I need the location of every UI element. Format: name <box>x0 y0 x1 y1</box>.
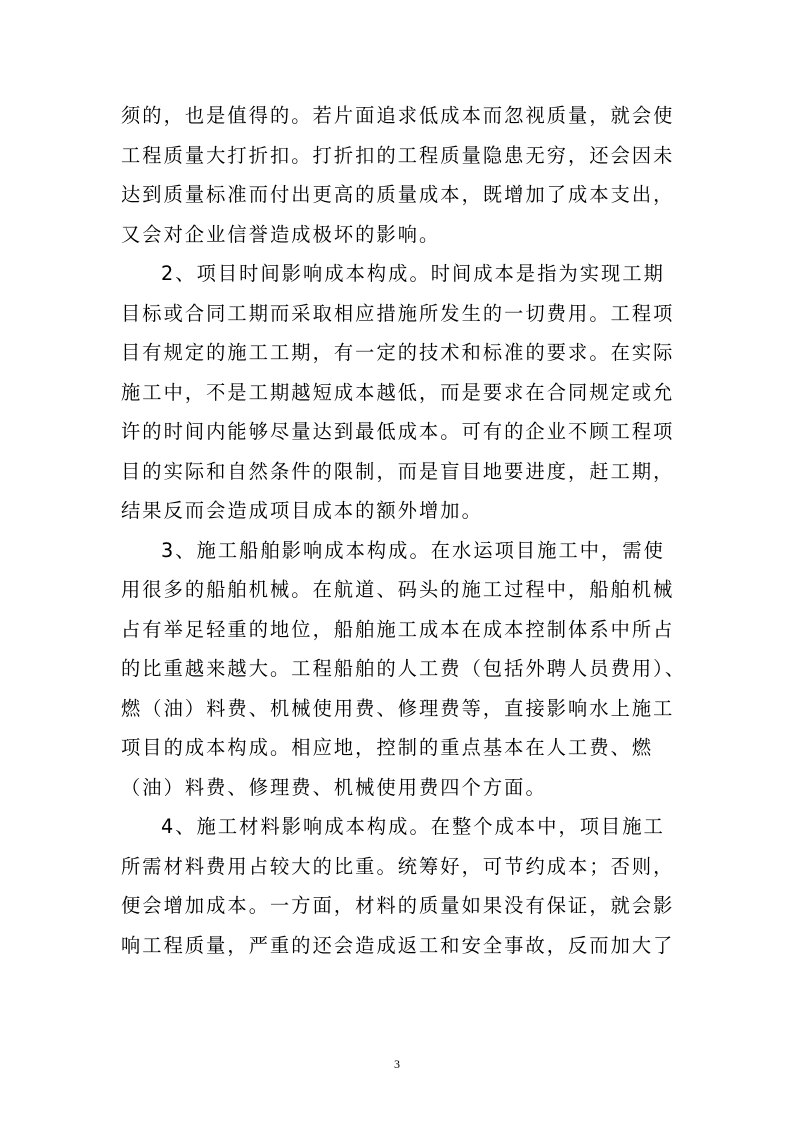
text-line: 占有举足轻重的地位，船舶施工成本在成本控制体系中所占 <box>121 617 675 641</box>
text-line: 项目的成本构成。相应地，控制的重点基本在人工费、燃 <box>121 736 654 759</box>
page-number: 3 <box>394 1057 400 1071</box>
text-line: 又会对企业信誉造成极坏的影响。 <box>121 222 441 246</box>
text-line: 用很多的船舶机械。在航道、码头的施工过程中，船舶机械 <box>121 578 675 601</box>
text-line: （油）料费、修理费、机械使用费四个方面。 <box>121 775 547 799</box>
text-line: 工程质量大打折扣。打折扣的工程质量隐患无穷，还会因未 <box>121 143 675 167</box>
text-line: 结果反而会造成项目成本的额外增加。 <box>121 499 483 522</box>
text-line: 便会增加成本。一方面，材料的质量如果没有保证，就会影 <box>121 894 675 917</box>
text-line: 须的，也是值得的。若片面追求低成本而忽视质量，就会使 <box>121 104 675 127</box>
text-line: 目有规定的施工工期，有一定的技术和标准的要求。在实际 <box>121 341 675 364</box>
paragraph-start-line: 3、施工船舶影响成本构成。在水运项目施工中，需使 <box>161 538 665 562</box>
text-line: 的比重越来越大。工程船舶的人工费（包括外聘人员费用）、 <box>121 657 687 680</box>
text-line: 达到质量标准而付出更高的质量成本，既增加了成本支出， <box>121 183 675 206</box>
text-line: 许的时间内能够尽量达到最低成本。可有的企业不顾工程项 <box>121 420 675 443</box>
paragraph-start-line: 4、施工材料影响成本构成。在整个成本中，项目施工 <box>161 815 665 838</box>
text-line: 所需材料费用占较大的比重。统筹好，可节约成本；否则， <box>121 854 675 878</box>
paragraph-start-line: 2、项目时间影响成本构成。时间成本是指为实现工期 <box>161 262 665 285</box>
text-line: 施工中，不是工期越短成本越低，而是要求在合同规定或允 <box>121 380 675 404</box>
text-line: 响工程质量，严重的还会造成返工和安全事故，反而加大了 <box>121 933 675 957</box>
text-line: 目的实际和自然条件的限制，而是盲目地要进度，赶工期， <box>121 459 675 483</box>
text-line: 目标或合同工期而采取相应措施所发生的一切费用。工程项 <box>121 301 675 325</box>
text-line: 燃（油）料费、机械使用费、修理费等，直接影响水上施工 <box>121 696 675 720</box>
document-body <box>121 96 687 965</box>
